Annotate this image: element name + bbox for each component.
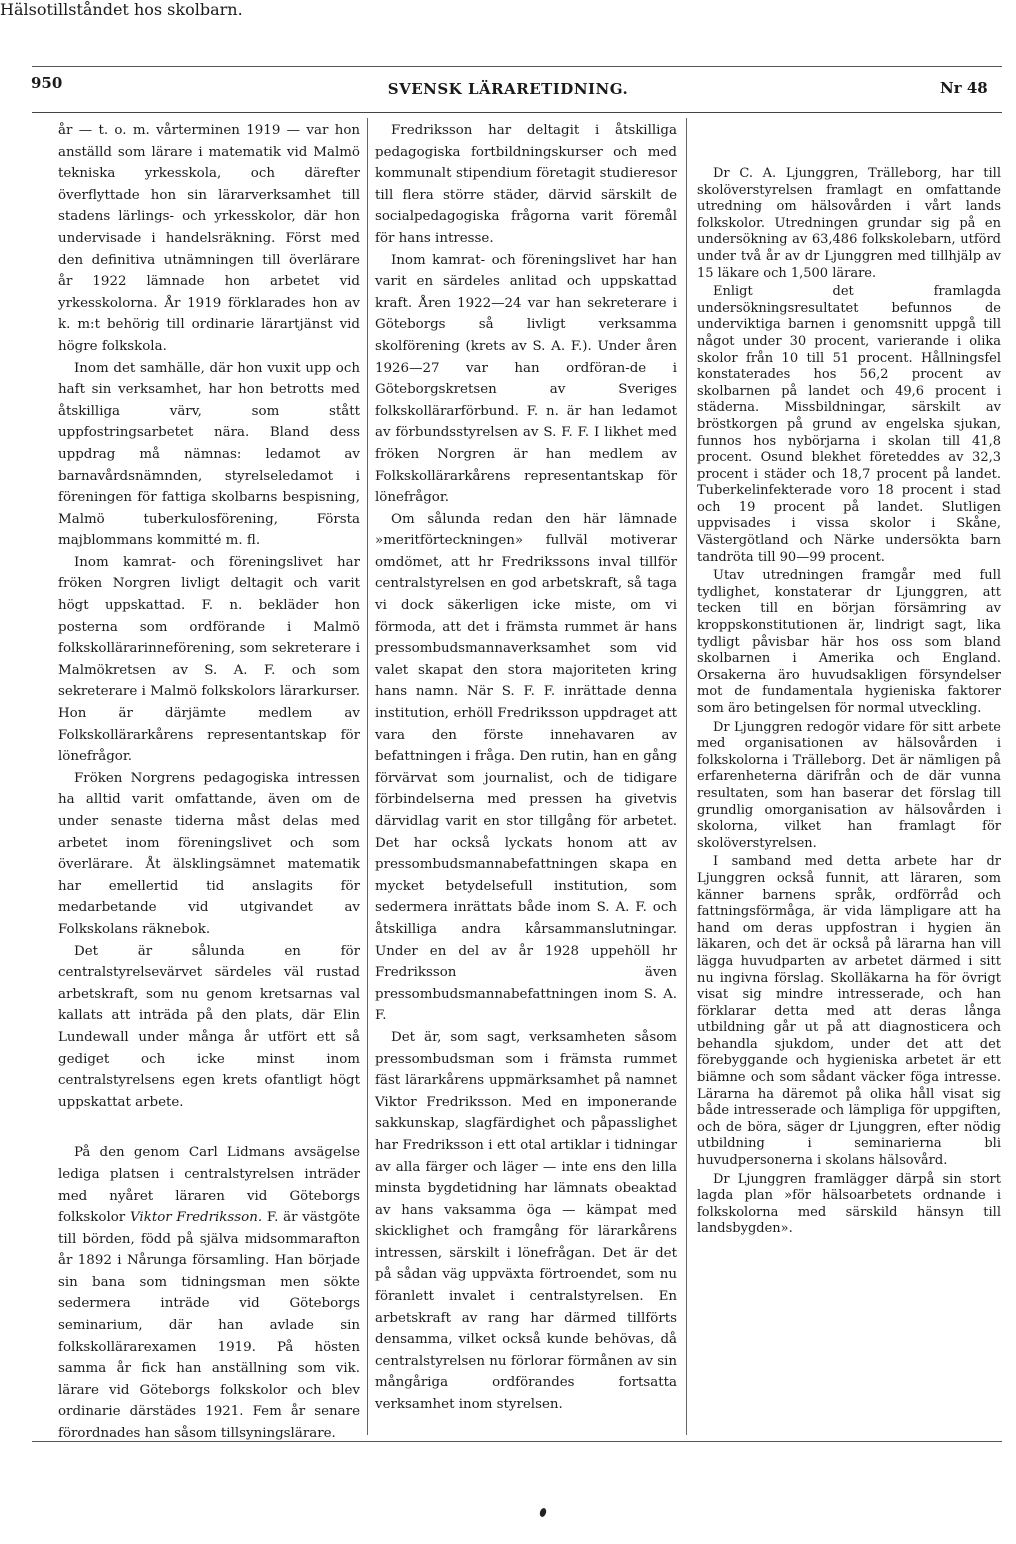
text-run: F. är västgöte till börden, född på själva midsommarafton år 1892 i Nårunga församling. Han började sin bana som tidningsman men sökte sedermera inträde vid Göteborgs seminarium, där han avlade sin folkskollärarexamen 1919. På hösten samma år fick han anställning som vik. lärare vid Göteborgs folkskolor och blev ordinarie därstädes 1921. Fem år senare förordnades han såsom tillsyningslärare. — [58, 1210, 361, 1442]
article-heading-wrap — [0, 0, 1016, 19]
paragraph: Det är sålunda en för centralstyrelsevärvet särdeles väl rustad arbetskraft, som nu genom kretsarnas val kallats att inträda på den plats, där Elin Lundewall under många år utfört ett så gediget och icke minst inom centralstyrelsens egen krets ofantligt högt uppskattat arbete. — [58, 943, 360, 1110]
ink-speck — [539, 1507, 548, 1518]
header-bottom-rule — [32, 112, 1002, 113]
header-top-rule — [32, 66, 1002, 67]
column-2 — [375, 120, 677, 1416]
article-heading: Hälsotillståndet hos skolbarn. — [0, 0, 243, 19]
publication-title: SVENSK LÄRARETIDNING. — [387, 80, 629, 98]
paragraph: Om sålunda redan den här lämnade »meritförteckningen» fullväl motiverar omdömet, att hr Fredrikssons inval tillför centralstyrelsen en god arbetskraft, så taga vi dock säkerligen icke miste, om vi förmoda, att det i främsta rummet är hans pressombudsmannaverksamhet som vid valet skapat den stora majoriteten kring hans namn. När S. F. F. inrättade denna institution, erhöll Fredriksson uppdraget att vara den förste innehavaren av befattningen i fråga. Den rutin, han en gång förvärvat som journalist, och de tidigare förbindelserna med pressen ha givetvis därvidlag varit en stor tillgång för arbetet. Det har också lyckats honom att av pressombudsmannabefattningen skapa en mycket betydelsefull institution, som sedermera inrättats både inom S. A. F. och åtskilliga andra kårsammanslutningar. Under en del av år 1928 uppehöll hr Fredriksson även pressombudsmannabefattningen inom S. A. F. — [375, 511, 677, 1024]
issue-number: Nr 48 — [940, 79, 988, 97]
paragraph: Det är, som sagt, verksamheten såsom pressombudsman som i främsta rummet fäst lärarkårens uppmärksamhet på namnet Viktor Fredriksson. Med en imponerande sakkunskap, slagfärdighet och påpasslighet har Fredriksson i ett otal artiklar i tidningar av alla färger och läger — inte ens den lilla minsta bygdetidning har lämnats obeaktad av hans vaksamma öga — kämpat med skicklighet och framgång för lärarkårens intressen, särskilt i lönefrågan. Det är det på sådan väg uppväxta förtroendet, som nu föranlett invalet i centralstyrelsen. En arbetskraft av rang har därmed tillförts densamma, vilket också kunde behövas, då centralstyrelsen nu förlorar förmånen av sin mångåriga ordförandes fortsatta verksamhet inom styrelsen. — [375, 1029, 677, 1413]
paragraph: Inom kamrat- och föreningslivet har han varit en särdeles anlitad och uppskattad kraft. Åren 1922—24 var han sekreterare i Göteborgs så livligt verksamma skolförening (krets av S. A. F.). Under åren 1926—27 var han ordföran-de i Göteborgskretsen av Sveriges folkskollärarförbund. F. n. är han ledamot av förbundsstyrelsen av S. F. F. I likhet med fröken Norgren är han medlem av Folkskollärarkårens representantskap för lönefrågor. — [375, 252, 677, 506]
paragraph: Fröken Norgrens pedagogiska intressen ha alltid varit omfattande, även om de under senaste tiderna måst delas med arbetet inom föreningslivet och som överlärare. Åt älsklingsämnet matematik har emellertid tid anslagits för medarbetande vid utgivandet av Folkskolans räknebok. — [58, 770, 360, 937]
column-divider — [367, 118, 368, 1435]
column-divider — [686, 118, 687, 1435]
paragraph: Dr Ljunggren redogör vidare för sitt arbete med organisationen av hälsovården i folkskolorna i Trälleborg. Det är nämligen på erfarenheterna därifrån och de där vunna resultaten, som han baserar det förslag till grundlig omorganisation av hälsovården i skolorna, vilket han framlagt för skolöverstyrelsen. — [697, 719, 1001, 851]
paragraph: Fredriksson har deltagit i åtskilliga pedagogiska fortbildningskurser och med kommunalt stipendium företagit studieresor till flera större städer, därvid särskilt de socialpedagogiska frågorna varit föremål för hans intresse. — [375, 123, 677, 246]
paragraph: Dr Ljunggren framlägger därpå sin stort lagda plan »för hälsoarbetets ordnande i folkskolorna med särskild hänsyn till landsbygden». — [697, 1171, 1001, 1237]
text-run: På den genom Carl Lidmans avsägelse lediga platsen i centralstyrelsen inträder med nyåret läraren vid Göteborgs folkskolor — [58, 1145, 360, 1226]
person-name: Viktor Fredriksson. — [129, 1210, 263, 1226]
paragraph: Utav utredningen framgår med full tydlighet, konstaterar dr Ljunggren, att tecken till en början försämring av kroppskonstitutionen är, lindrigt sagt, lika tydligt påvisbar här hos oss som bland skolbarnen i Amerika och England. Orsakerna äro huvudsakligen försyndelser mot de fundamentala hygieniska faktorer som äro betingelsen för normal utveckling. — [697, 568, 1001, 716]
paragraph — [58, 1142, 360, 1444]
column-3 — [697, 164, 1001, 1238]
column-1 — [58, 120, 360, 1445]
paragraph: år — t. o. m. vårterminen 1919 — var hon anställd som lärare i matematik vid Malmö tekniska yrkesskola, och därefter överflyttade hon sin lärarverksamhet till stadens lärlings- och yrkesskolor, där hon undervisade i handelsräkning. Först med den definitiva utnämningen till överlärare år 1922 lämnade hon arbetet vid yrkesskolorna. År 1919 förklarades hon av k. m:t behörig till ordinarie lärartjänst vid högre folkskola. — [58, 123, 360, 354]
paragraph: Inom kamrat- och föreningslivet har fröken Norgren livligt deltagit och varit högt uppskattad. F. n. bekläder hon posterna som ordförande i Malmö folkskollärarinneförening, som sekreterare i Malmökretsen av S. A. F. och som sekreterare i Malmö folkskolors lärarkurser. Hon är därjämte medlem av Folkskollärarkårens representantskap för lönefrågor. — [58, 554, 360, 765]
paragraph: Inom det samhälle, där hon vuxit upp och haft sin verksamhet, har hon betrotts med åtskilliga värv, som stått uppfostringsarbetet nära. Bland dess uppdrag må nämnas: ledamot av barnavårdsnämnden, styrelseledamot i föreningen för fattiga skolbarns bespisning, Malmö tuberkulosförening, Första majblommans kommitté m. fl. — [58, 360, 360, 549]
footer-rule — [32, 1441, 1002, 1442]
page-number: 950 — [31, 74, 63, 92]
paragraph: I samband med detta arbete har dr Ljunggren också funnit, att läraren, som känner barnens språk, ordförråd och fattningsförmåga, är vida lämpligare att ha hand om deras uppfostran i hygien än läkaren, och det är också på lärarna han vill lägga huvudparten av arbetet därmed i sitt nu ingivna förslag. Skolläkarna ha för övrigt visat sig mindre intresserade, och han förklarar detta med att deras långa utbildning går ut på att diagnosticera och behandla sjukdom, under det att det förebyggande och hygieniska arbetet är ett biämne och som sådant väcker föga intresse. Lärarna ha däremot på olika håll visat sig både intresserade och lämpliga för uppgiften, och de böra, säger dr Ljunggren, efter nödig utbildning i seminarierna bli huvudpersonerna i skolans hälsovård. — [697, 854, 1001, 1169]
paragraph: Enligt det framlagda undersökningsresultatet befunnos de underviktiga barnen i genomsnitt uppgå till något under 30 procent, varierande i olika skolor från 10 till 51 procent. Hållningsfel konstaterades hos 56,2 procent av skolbarnen på landet och 49,6 procent i städerna. Missbildningar, särskilt av bröstkorgen på grund av engelska sjukan, funnos hos nybörjarna i skolan till 41,8 procent. Osund blekhet företeddes av 32,3 procent i städer och 18,7 procent på landet. Tuberkelinfekterade voro 18 procent i stad och 19 procent på landet. Slutligen uppvisades i vissa skolor i Skåne, Västergötland och Närke undersökta barn tandröta till 90—99 procent. — [697, 284, 1001, 565]
paragraph: Dr C. A. Ljunggren, Trälleborg, har till skolöverstyrelsen framlagt en omfattande utredning om hälsovården i vårt lands folkskolor. Utredningen grundar sig på en undersökning av 63,486 folkskolebarn, utförd under två år av dr Ljunggren med tillhjälp av 15 läkare och 1,500 lärare. — [697, 166, 1001, 281]
